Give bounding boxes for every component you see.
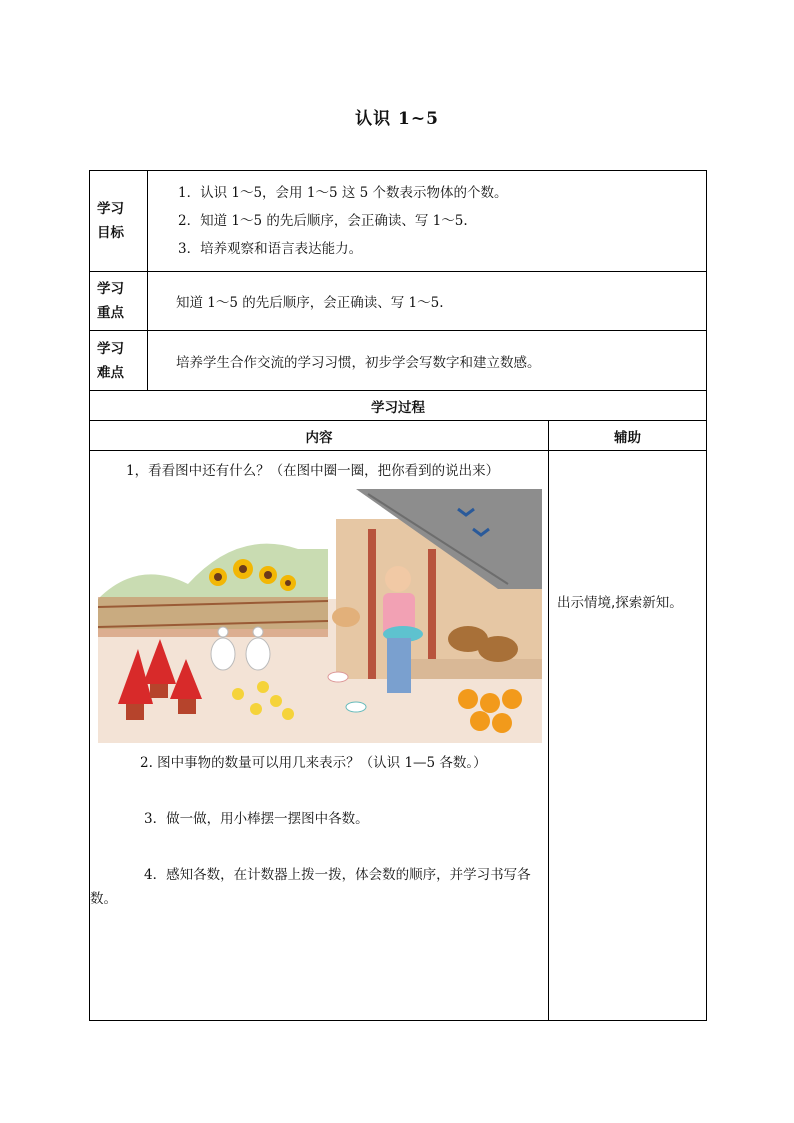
food-bowl	[328, 672, 348, 682]
content-cell	[90, 451, 549, 1021]
process-heading-row	[90, 391, 707, 421]
step-3: 3．做一做，用小棒摆一摆图中各数。	[144, 811, 369, 827]
step-4: 4．感知各数，在计数器上拨一拨，体会数的顺序，并学习书写各数。	[90, 867, 531, 907]
basket	[478, 636, 518, 662]
key-points-label: 学习 重点	[90, 272, 148, 331]
key-points-row	[90, 272, 707, 331]
farmyard-illustration	[98, 489, 542, 743]
house-steps	[398, 659, 542, 679]
column-header-row	[90, 421, 707, 451]
difficulties-row	[90, 331, 707, 391]
difficulties-text: 培养学生合作交流的学习习惯，初步学会写数字和建立数感。	[148, 331, 707, 391]
step-2: 2. 图中事物的数量可以用几来表示？（认识 1—5 各数。）	[140, 755, 487, 771]
goals-row	[90, 171, 707, 272]
door-pillar	[368, 529, 376, 679]
goals-list	[148, 171, 707, 272]
picket-fence	[98, 597, 328, 637]
goal-item: 1．认识 1～5，会用 1～5 这 5 个数表示物体的个数。	[178, 185, 508, 201]
goal-item: 2．知道 1～5 的先后顺序，会正确读、写 1～5.	[178, 213, 468, 229]
page-title: 认识 1~5	[355, 109, 439, 129]
goals-label: 学习 目标	[90, 171, 148, 272]
dog	[332, 607, 360, 627]
goal-item: 3．培养观察和语言表达能力。	[178, 241, 363, 257]
content-column-header: 内容	[90, 421, 549, 451]
step-1: 1，看看图中还有什么？（在图中圈一圈，把你看到的说出来）	[126, 463, 500, 479]
difficulties-label: 学习 难点	[90, 331, 148, 391]
key-points-text: 知道 1～5 的先后顺序，会正确读、写 1～5.	[148, 272, 707, 331]
lesson-plan-table	[89, 170, 707, 1021]
aux-note: 出示情境,探索新知。	[549, 451, 707, 1021]
aux-column-header: 辅助	[549, 421, 707, 451]
process-body-row	[90, 451, 707, 1021]
process-heading: 学习过程	[90, 391, 707, 421]
food-bowl	[346, 702, 366, 712]
